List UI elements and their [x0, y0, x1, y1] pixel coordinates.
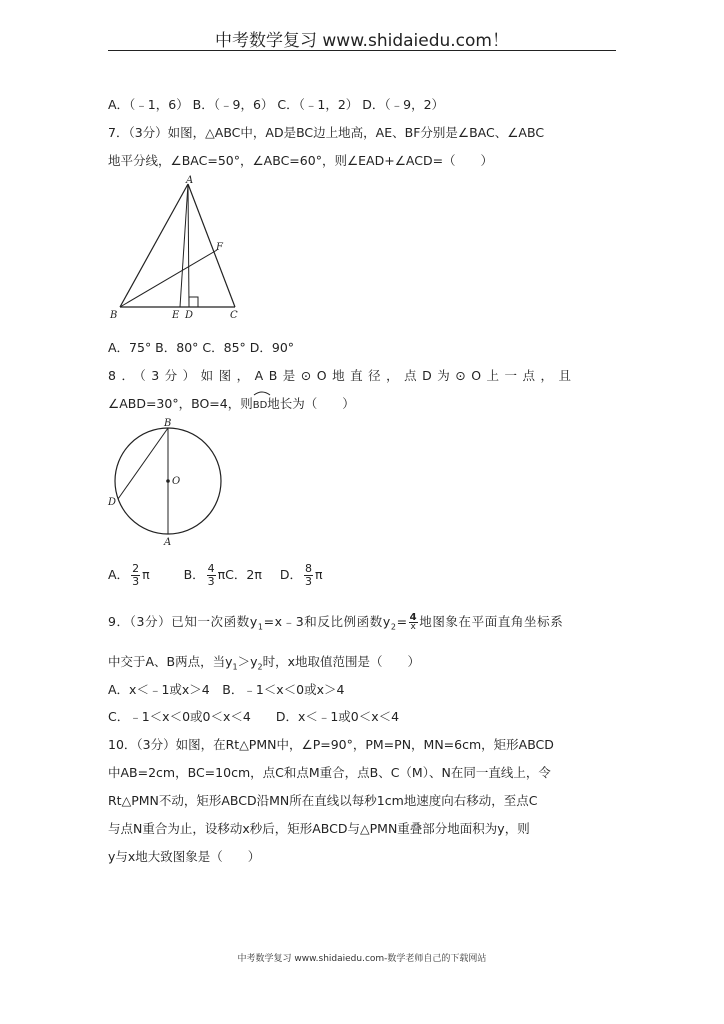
label-e: E: [172, 310, 180, 321]
q8-line1-text: 8．（3分）如图，AB是⊙O地直径，点D为⊙O上一点，且: [108, 368, 577, 383]
q9-frac-den: x: [410, 622, 417, 632]
q8-opt-b-fraction: [207, 563, 216, 588]
q8-opt-a-num: 2: [132, 562, 140, 575]
label-o: O: [172, 476, 181, 487]
q8-circle-figure: [105, 414, 225, 546]
q8-opt-b-num: 4: [207, 562, 215, 575]
q8-opt-d-fraction: [304, 563, 313, 588]
q9-frac-num: 4: [409, 612, 418, 623]
q10-text-line4: 与点N重合为止，设移动x秒后，矩形ABCD与△PMN重叠部分地面积为y，则: [108, 821, 530, 836]
page-header: 中考数学复习 www.shidaiedu.com！: [215, 31, 509, 51]
q8-opt-a-label: A．: [108, 567, 130, 582]
q8-opt-b-label: B．: [183, 567, 205, 582]
label-d: D: [185, 310, 194, 321]
q10-text-line5: y与x地大致图象是（ ）: [108, 849, 261, 864]
q7-text-line2: 地平分线，∠BAC=50°，∠ABC=60°，则∠EAD+∠ACD=（ ）: [108, 153, 494, 168]
label-a: A: [164, 537, 172, 546]
label-b: B: [110, 310, 118, 321]
q8-line2-post: 地长为（ ）: [267, 396, 355, 411]
q10-text-line2: 中AB=2cm，BC=10cm，点C和点M重合，点B、C（M）、N在同一直线上，令: [108, 765, 551, 780]
label-b: B: [164, 418, 172, 429]
arc-bd-label: BD: [252, 400, 268, 411]
q8-opt-d-label: D．: [279, 567, 302, 582]
side-ac: [188, 184, 235, 307]
q6-options: A．（﹣1，6） B．（﹣9，6） C．（﹣1，2） D．（﹣9，2）: [108, 97, 445, 112]
q10-text-line3: Rt△PMN不动，矩形ABCD沿MN所在直线以每秒1cm地速度向右移动，至点C: [108, 793, 538, 808]
q8-opt-d-pi: π: [314, 567, 323, 582]
q9-sub2: 2: [390, 622, 397, 632]
label-a: A: [186, 175, 194, 186]
q9-line2-mid: ＞y: [237, 654, 258, 669]
q8-text-line1: [108, 366, 616, 384]
arc-bd: [253, 396, 268, 411]
q8-opt-a-fraction: [131, 563, 140, 588]
bisector-bf: [120, 250, 217, 307]
q8-opt-a-pi: π: [142, 567, 150, 582]
center-dot: [166, 479, 170, 483]
q8-text-line2: [108, 394, 355, 412]
altitude-ad: [188, 184, 189, 307]
q9-options-cd: C．﹣1＜x＜0或0＜x＜4 D．x＜﹣1或0＜x＜4: [108, 709, 400, 724]
chord-bd: [118, 428, 168, 499]
q7-options: A．75° B．80° C．85° D．90°: [108, 340, 295, 355]
q10-text-line1: 10．（3分）如图，在Rt△PMN中，∠P=90°，PM=PN，MN=6cm，矩形ABCD: [108, 737, 554, 752]
q9-options-ab: A．x＜﹣1或x＞4 B．﹣1＜x＜0或x＞4: [108, 682, 345, 697]
page-footer: 中考数学复习 www.shidaiedu.com-数学老师自己的下载网站: [237, 954, 487, 964]
label-c: C: [230, 310, 238, 321]
q9-eq: =: [396, 614, 408, 629]
label-f: F: [216, 242, 223, 253]
q9-sub4: 2: [257, 662, 263, 672]
side-ab: [120, 184, 188, 307]
q8-opt-c: πC．2π: [217, 567, 262, 582]
q9-text-line2: [108, 652, 420, 672]
q9-line1-post: 地图象在平面直角坐标系: [419, 614, 564, 629]
right-angle-mark: [189, 297, 198, 307]
q7-text-line1: 7．（3分）如图，△ABC中，AD是BC边上地高，AE、BF分别是∠BAC、∠ABC: [108, 125, 545, 140]
q9-line2-pre: 中交于A、B两点，当y: [108, 654, 233, 669]
q9-line1-mid: =x﹣3和反比例函数y: [263, 614, 391, 629]
q8-opt-d-num: 8: [304, 562, 312, 575]
q8-opt-d-den: 3: [304, 575, 312, 588]
bisector-ae: [180, 184, 188, 307]
q9-line1-pre: 9．（3分）已知一次函数y: [108, 614, 258, 629]
q8-options: [108, 563, 323, 588]
q8-line2-pre: ∠ABD=30°，BO=4，则: [108, 396, 253, 411]
q9-sub3: 1: [232, 662, 238, 672]
q8-opt-b-den: 3: [207, 575, 215, 588]
q9-text-line1: [108, 612, 563, 632]
header-divider: [108, 50, 616, 51]
q9-fraction: [409, 613, 419, 632]
label-d: D: [108, 497, 117, 508]
q9-line2-post: 时，x地取值范围是（ ）: [262, 654, 421, 669]
q9-sub1: 1: [257, 622, 264, 632]
q7-triangle-figure: [105, 172, 255, 322]
q8-opt-a-den: 3: [132, 575, 140, 588]
